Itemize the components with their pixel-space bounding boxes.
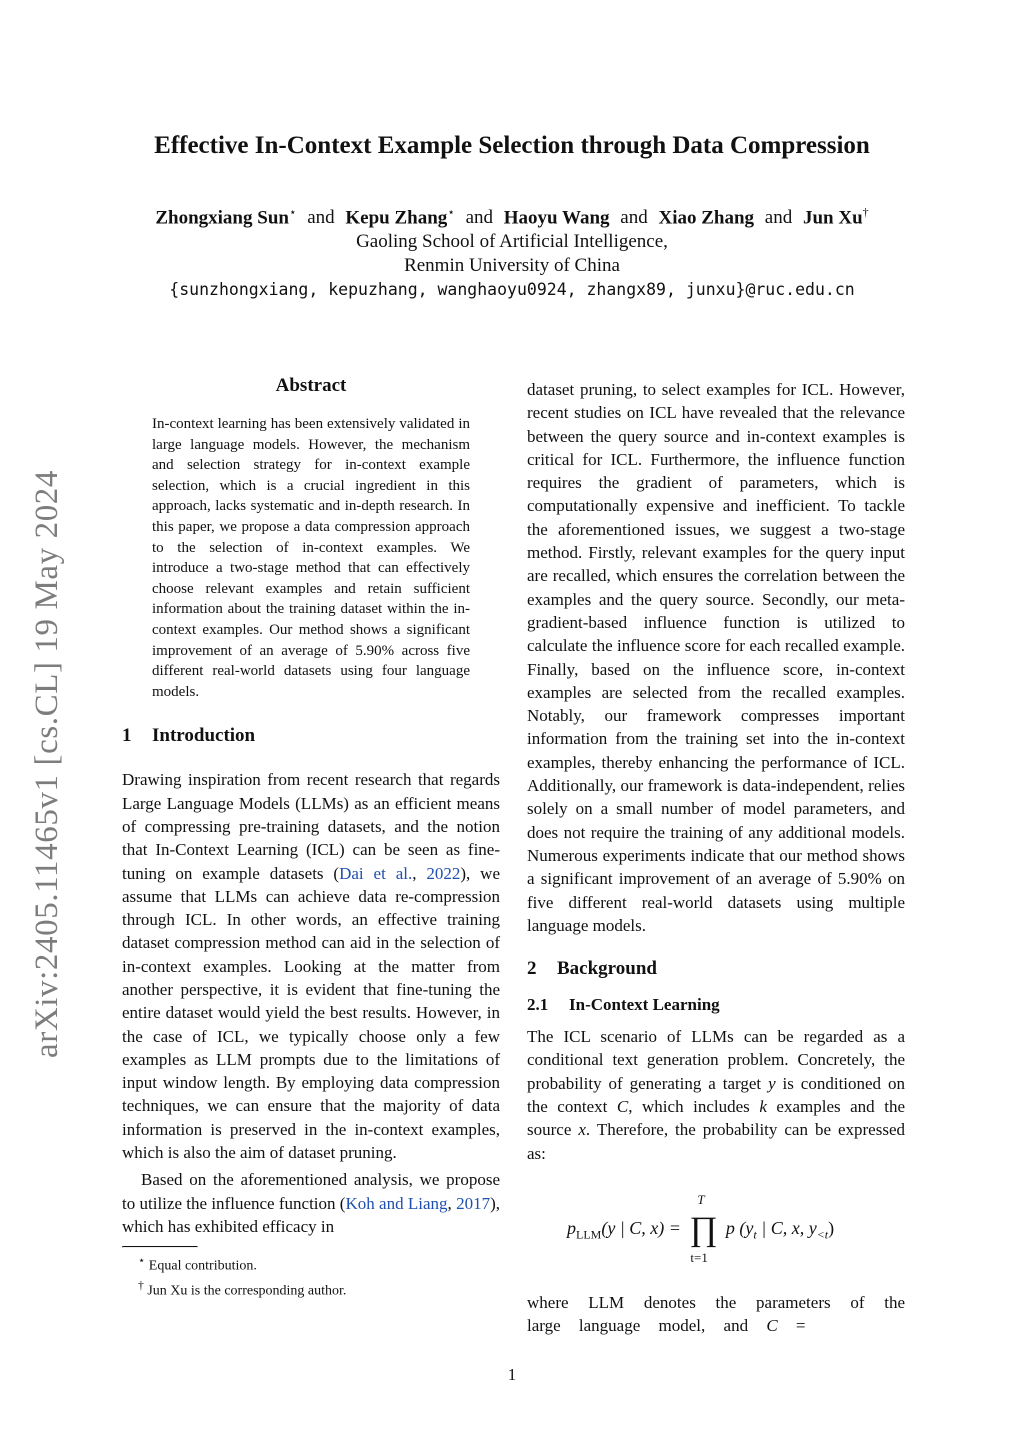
author-conjunction: and [764,207,793,229]
section-title: Introduction [152,725,256,747]
equation-lhs: p [567,1218,576,1239]
text-run: where LLM denotes the parameters of the large language model, and [527,1292,905,1336]
product-lower-limit: t=1 [690,1249,708,1265]
affiliation-line: Renmin University of China [404,255,620,277]
subsection-heading-icl [527,993,905,1017]
background-paragraph [527,1291,905,1338]
body-paragraph: dataset pruning, to select examples for ICL. However, recent studies on ICL have revealed that the relevance between the query source and in-context examples is critical for ICL. Furthermore, the influence function requires the gradient of parameters, which is computationally expensive and inefficient. To tackle the aforementioned issues, we suggest a two-stage method. Firstly, relevant examples for the query input are recalled, which ensures the correlation between the examples and the query source. Secondly, our meta-gradient-based influence function is utilized to calculate the influence score for each recalled example. Finally, based on the influence score, in-context examples are selected from the recalled examples. Notably, our framework compresses important information from the training set into the in-context examples, thereby enhancing the performance of ICL. Additionally, our framework is data-independent, relies solely on a small number of model parameters, and does not require the training of any additional models. Numerous experiments indicate that our method shows a significant improvement of an average of 5.90% on five different real-world datasets using multiple language models. [527,380,905,935]
equation [527,1193,905,1277]
footnote-text: Jun Xu is the corresponding author. [147,1283,347,1299]
page-number: 1 [507,1365,517,1384]
affiliation-line: Gaoling School of Artificial Intelligence, [356,231,668,253]
section-title: Background [557,958,657,980]
author-mark: ⋆ [447,205,455,219]
footnote-text: Equal contribution. [148,1258,257,1274]
text-run: , which includes [628,1097,760,1117]
equation-lhs-args: (y | C, x) = [601,1218,681,1239]
text-run: . Therefore, the probability can be expressed as: [527,1120,906,1163]
math-variable: y [768,1073,776,1093]
arxiv-identifier: arXiv:2405.11465v1 [cs.CL] 19 May 2024 [29,469,65,1058]
equation-rhs-subscript: <t [816,1227,829,1242]
footnote-mark: ⋆ [138,1254,146,1268]
author-mark: † [862,205,869,219]
footnote [138,1251,500,1276]
background-paragraph [527,1025,905,1165]
author-name: Xiao Zhang [658,207,755,229]
section-heading-introduction [122,724,500,748]
abstract-text: In-context learning has been extensively validated in large language models. However, the mechanism and selection strategy for in-context example selection, which is a crucial ingredient in this approach, lacks systematic and in-depth research. In this paper, we propose a data compression approach to the selection of in-context examples. We introduce a two-stage method that can effectively choose relevant examples and retain sufficient information about the training dataset within the in-context examples. Our method shows a significant improvement of an average of 5.90% across five different real-world datasets using four language models. [152,416,470,700]
author-conjunction: and [465,207,494,229]
citation-link[interactable]: Dai et al. [339,863,413,883]
footnote-rule [122,1246,198,1248]
author-name: Zhongxiang Sun [155,207,289,229]
intro-paragraph: Based on the aforementioned analysis, we propose to utilize the influence function (Koh and Liang, 2017), which has exhibited efficacy in [122,1170,500,1236]
left-column [122,375,500,1301]
text-run: = [777,1316,806,1336]
citation-year-link[interactable]: 2017 [456,1193,491,1213]
citation-link[interactable]: Koh and Liang [345,1193,448,1213]
equation-lhs-subscript: LLM [576,1227,602,1242]
equation-rhs: p (y [725,1218,754,1239]
section-number: 2 [527,958,537,980]
right-column [527,378,905,1338]
product-upper-limit: T [697,1191,705,1207]
subsection-number: 2.1 [527,995,549,1015]
abstract-heading: Abstract [275,375,347,396]
text-run: is conditioned on the context [527,1073,905,1117]
subsection-title: In-Context Learning [569,995,720,1015]
math-variable: x [578,1120,586,1140]
text-run: examples and the source [527,1097,905,1140]
text-run: Drawing inspiration from recent research that regards Large Language Models (LLMs) as an efficient means of compressing pre-training datasets, and the notion that In-Context Learning (ICL) can be seen as fine-tuning on example datasets ( [122,770,500,883]
author-name: Kepu Zhang [345,207,448,229]
math-variable: k [759,1097,767,1117]
section-number: 1 [122,725,132,747]
text-run: The ICL scenario of LLMs can be regarded as a conditional text generation problem. Concretely, the probability of generating a target [527,1027,905,1093]
footnote-mark: † [138,1278,144,1292]
author-mark: ⋆ [288,205,297,219]
footnote [138,1276,500,1301]
author-names [90,200,934,230]
author-conjunction: and [620,207,648,229]
equation-rhs-end: ) [828,1218,835,1239]
author-name: Haoyu Wang [503,207,610,229]
author-block [90,200,934,302]
author-emails: {sunzhongxiang, kepuzhang, wanghaoyu0924, zhangx89, junxu}@ruc.edu.cn [169,280,855,300]
author-name: Jun Xu [802,207,863,229]
text-run: ), which has exhibited efficacy in [122,1193,500,1236]
product-symbol: ∏ T t=1 [689,1191,718,1265]
intro-paragraph: Drawing inspiration from recent research that regards Large Language Models (LLMs) as an efficient means of compressing pre-training datasets, and the notion that In-Context Learning (ICL) can be seen as fine-tuning on example datasets (Dai et al., 2022), we assume that LLMs can achieve data re-compression through ICL. In other words, an effective training dataset compression method can aid in the selection of in-context examples. Looking at the matter from another perspective, it is evident that fine-tuning the entire dataset would yield the best results. However, in the case of ICL, we typically choose only a few examples as LLM prompts due to the limitations of input window length. By employing data compression techniques, we can ensure that the majority of data information is preserved in the in-context examples, which is also the aim of dataset pruning. [122,770,501,1163]
text-run: ), we assume that LLMs can achieve data re-compression through ICL. In other words, an effective training dataset compression method can aid in the selection of in-context examples. Looking at the matter from another perspective, it is evident that fine-tuning the entire dataset would yield the best results. However, in the case of ICL, we typically choose only a few examples as LLM prompts due to the limitations of input window length. By employing data compression techniques, we can ensure that the majority of data information is preserved in the in-context examples, which is also the aim of dataset pruning. [122,863,501,1163]
equation-rhs-subscript: t [753,1227,757,1242]
math-variable: C [766,1316,778,1336]
footnotes [122,1246,500,1300]
section-heading-background [527,957,905,981]
equation-body [567,1191,835,1265]
author-conjunction: and [307,207,335,229]
equation-rhs-mid: | C, x, y [756,1218,817,1239]
math-variable: C [616,1097,629,1117]
citation-year-link[interactable]: 2022 [426,863,461,883]
paper-title: Effective In-Context Example Selection through Data Compression [154,132,870,159]
text-run: Based on the aforementioned analysis, we propose to utilize the influence function ( [122,1170,500,1213]
